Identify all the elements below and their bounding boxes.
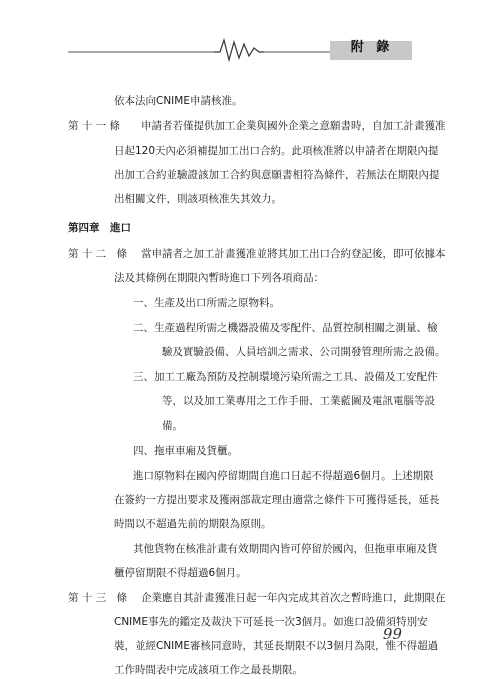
article-text-line: 時間以不超過先前的期限為原則。 (114, 518, 272, 530)
list-item: 一、生產及出口所需之原物料。 (133, 297, 280, 309)
article-number: 第 十 二 條 (68, 248, 128, 260)
article-text-line: 法及其條例在期限內暫時進口下列各項商品： (114, 272, 324, 284)
article-text-line: 其他貨物在核准計畫有效期間內皆可停留於國內，但拖車車廂及貨 (133, 543, 438, 555)
article-text-line: CNIME事先的鑑定及裁決下可延長一次3個月。如進口設備須特別安 (114, 616, 428, 628)
article-text-line: 企業應自其計畫獲准日起一年內完成其首次之暫時進口，此期限在 (141, 592, 446, 604)
list-item: 二、生產過程所需之機器設備及零配件、品質控制相關之測量、檢 (133, 322, 438, 334)
article-text-line: 出加工合約並驗證該加工合約與意願書相符為條件，若無法在期限內提 (114, 169, 440, 181)
list-item: 四、拖車車廂及貨櫃。 (133, 445, 238, 457)
body-line: 依本法向CNIME申請核准。 (114, 95, 243, 107)
list-item-continued: 備。 (162, 420, 183, 432)
header-title: 附 錄 (350, 40, 394, 55)
article-number: 第 十 三 條 (68, 592, 128, 604)
list-item-continued: 驗及實驗設備、人員培訓之需求、公司開發管理所需之設備。 (162, 346, 446, 358)
article-text-line: 工作時間表中完成該項工作之最長期限。 (114, 664, 303, 676)
article-text-line: 櫃停留期限不得超過6個月。 (114, 567, 247, 579)
article-text-line: 進口原物料在國內停留期間自進口日起不得超過6個月。上述期限 (133, 470, 434, 482)
page-number: 99 (382, 625, 402, 643)
article-text-line: 出相關文件，則該項核准失其效力。 (114, 193, 282, 205)
article-text-line: 當申請者之加工計畫獲准並將其加工出口合約登記後，即可依據本 (141, 248, 446, 260)
article-number: 第 十 一 條 (68, 120, 121, 132)
article-text-line: 裝，並經CNIME審核同意時，其延長期限不以3個月為限，惟不得超過 (114, 640, 439, 652)
chapter-heading: 第四章 進口 (68, 222, 131, 234)
list-item: 三、加工工廠為預防及控制環境污染所需之工具、設備及工安配件 (133, 371, 438, 383)
list-item-continued: 等，以及加工業專用之工作手冊、工業藍圖及電訊電腦等設 (162, 395, 435, 407)
article-text-line: 申請者若僅提供加工企業與國外企業之意願書時，自加工計畫獲准 (141, 120, 446, 132)
article-text-line: 日起120天內必須補提加工出口合約。此項核准將以申請者在期限內提 (114, 145, 439, 157)
article-text-line: 在簽約一方提出要求及獲兩部裁定理由適當之條件下可獲得延長，延長 (114, 494, 440, 506)
